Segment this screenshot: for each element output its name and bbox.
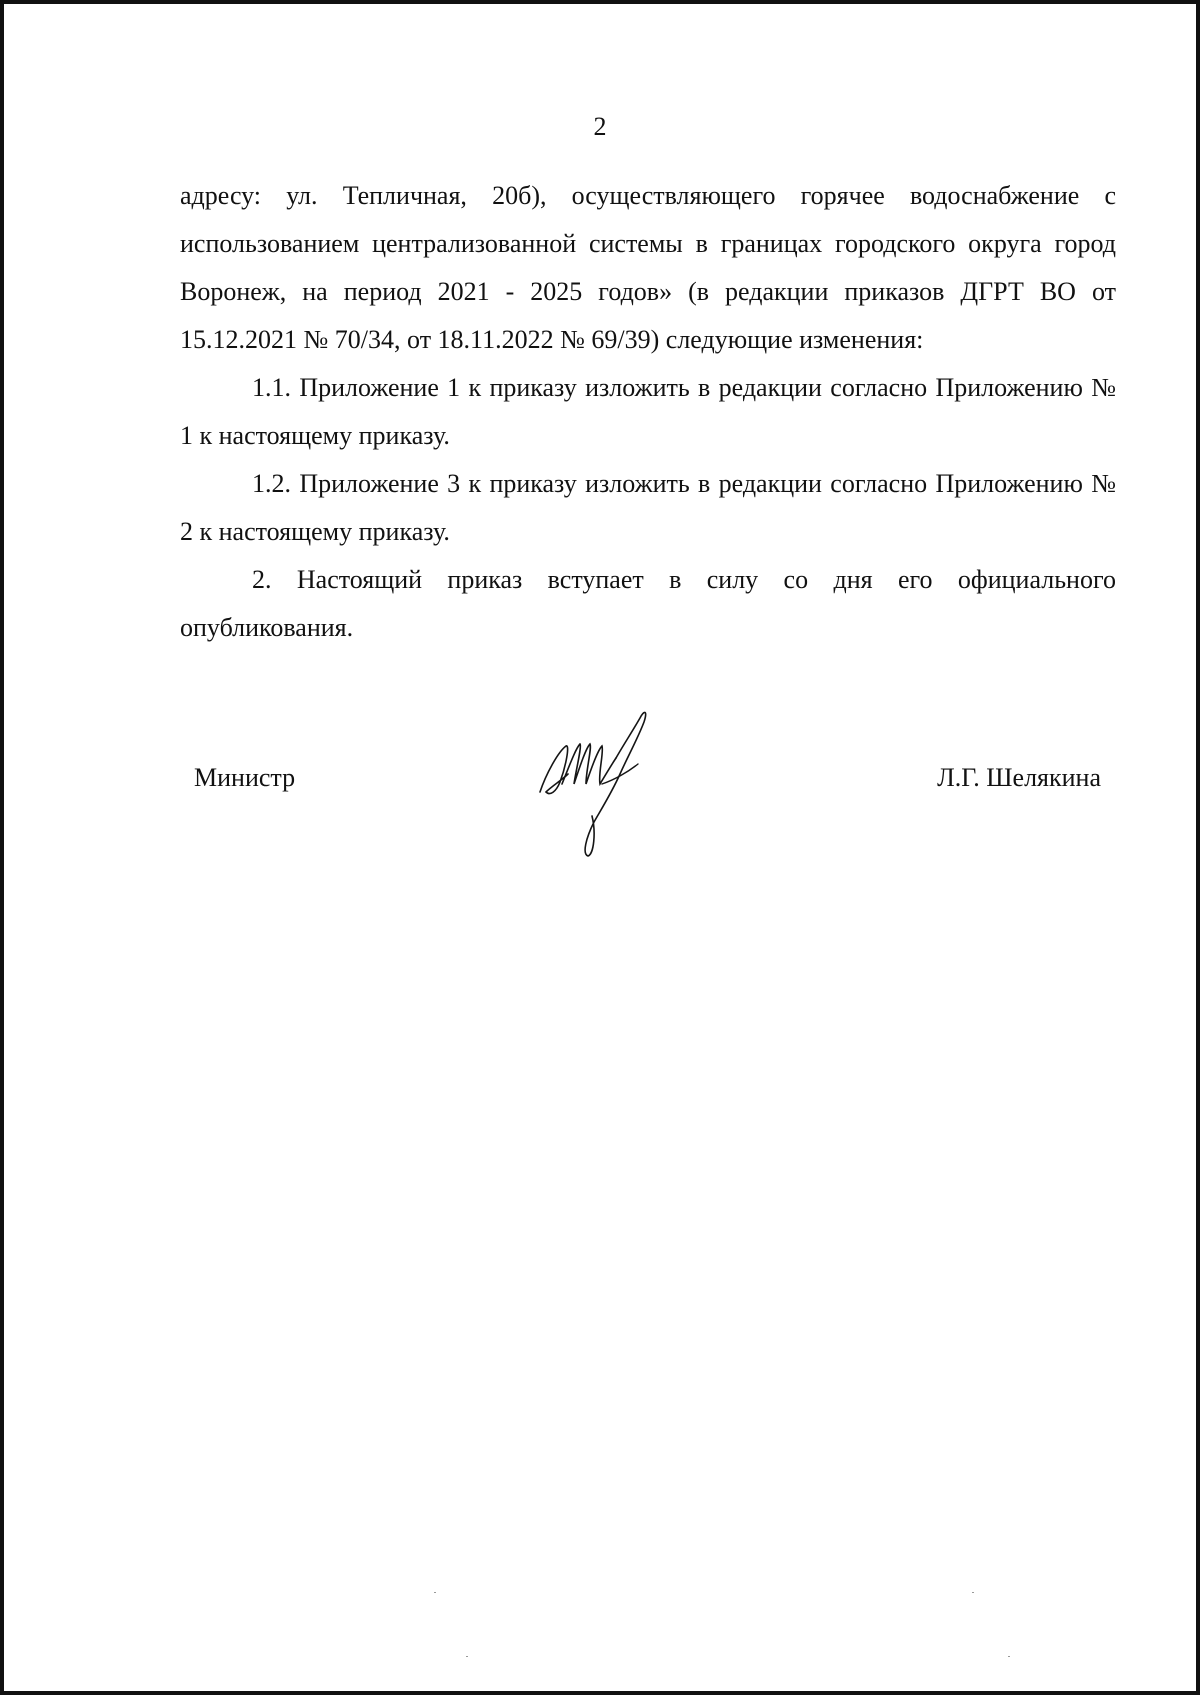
signatory-name: Л.Г. Шелякина	[937, 763, 1101, 792]
signatory-role: Министр	[194, 763, 296, 792]
paragraph-continuation: адресу: ул. Тепличная, 20б), осуществляющего горячее водоснабжение с использованием централизованной системы в границах городского округа город Воронеж, на период 2021 - 2025 годов» (в редакции приказов ДГРТ ВО от 15.12.2021 № 70/34, от 18.11.2022 № 69/39) следующие изменения:	[180, 181, 1116, 354]
paragraph-item-1-1: 1.1. Приложение 1 к приказу изложить в редакции согласно Приложению № 1 к настоящему приказу.	[180, 373, 1116, 450]
handwritten-signature	[532, 704, 682, 864]
scan-speck	[972, 1592, 974, 1593]
scan-speck	[1008, 1656, 1010, 1657]
scan-speck	[466, 1656, 468, 1657]
page-number: 2	[593, 112, 607, 141]
paragraph-item-1-2: 1.2. Приложение 3 к приказу изложить в редакции согласно Приложению № 2 к настоящему приказу.	[180, 469, 1116, 546]
document-body	[180, 172, 1116, 652]
scan-speck	[434, 1592, 436, 1593]
paragraph-item-2: 2. Настоящий приказ вступает в силу со дня его официального опубликования.	[180, 565, 1116, 642]
